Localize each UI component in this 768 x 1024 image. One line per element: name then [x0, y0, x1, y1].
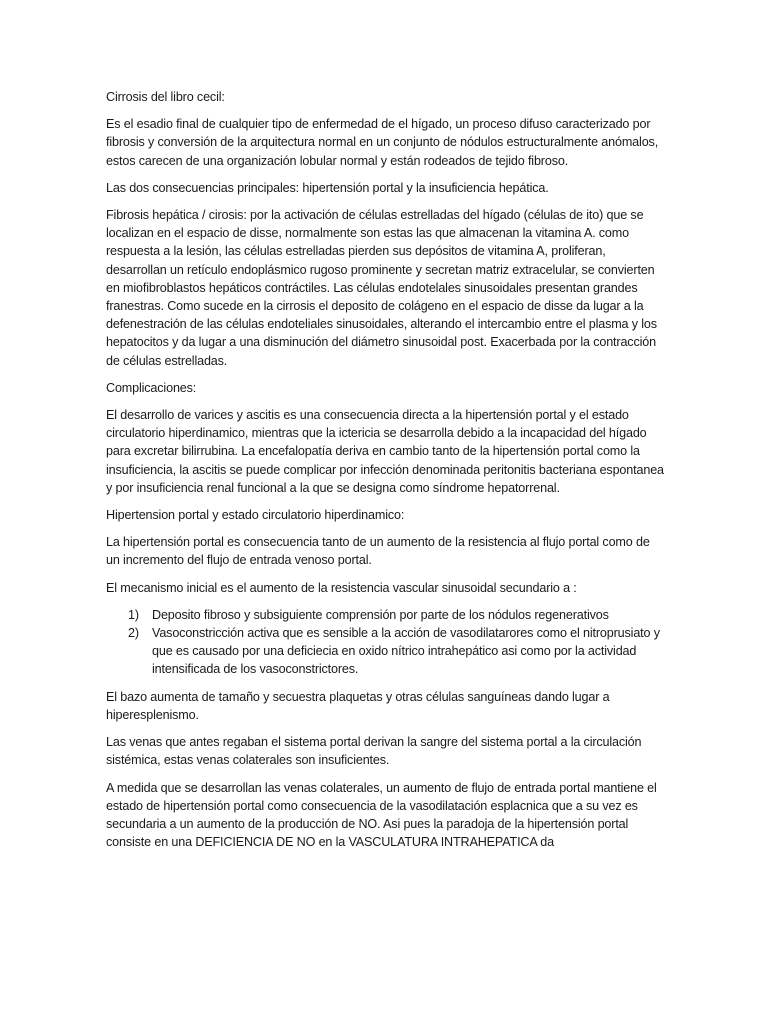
paragraph-spleen: El bazo aumenta de tamaño y secuestra plaquetas y otras células sanguíneas dando lugar a hiperesplenismo. — [106, 689, 610, 722]
list-item — [106, 624, 666, 679]
list-item-text: Vasoconstricción activa que es sensible a la acción de vasodilatarores como el nitroprusiato y que es causado por una deficiecia en oxido nítrico intrahepático asi como por la actividad intensificada de los vasoconstrictores. — [152, 626, 660, 677]
paragraph-collateral-veins: Las venas que antes regaban el sistema portal derivan la sangre del sistema portal a la circulación sistémica, estas venas colaterales son insuficientes. — [106, 735, 642, 768]
heading-portal-hypertension: Hipertension portal y estado circulatorio hiperdinamico: — [106, 508, 405, 523]
document-title: Cirrosis del libro cecil: — [106, 90, 225, 104]
list-item — [106, 606, 666, 624]
paragraph-definition: Es el esadio final de cualquier tipo de enfermedad de el hígado, un proceso difuso caracterizado por fibrosis y conversión de la arquitectura normal en un conjunto de nódulos estructuralmente anómalos, estos carecen de una organización lobular normal y están rodeados de tejido fibroso. — [106, 117, 659, 168]
paragraph-portal-hypertension: La hipertensión portal es consecuencia tanto de un aumento de la resistencia al flujo portal como de un incremento del flujo de entrada venoso portal. — [106, 535, 650, 568]
mechanism-list — [106, 606, 666, 679]
paragraph-fibrosis: Fibrosis hepática / cirosis: por la activación de células estrelladas del hígado (células de ito) que se localizan en el espacio de disse, normalmente son estas las que almacenan la vitamina A. como respuesta a la lesión, las células estrelladas pierden sus depósitos de vitamina A, proliferan, desarrollan un retículo endoplásmico rugoso prominente y secretan matriz extracelular, se convierten en miofibroblastos hepáticos contráctiles. Las células endotelales sinusoidales presentan grandes franestras. Como sucede en la cirrosis el deposito de colágeno en el espacio de disse da lugar a la defenestración de las células endoteliales sinusoidales, alterando el intercambio entre el plasma y los hepatocitos y da lugar a una disminución del diámetro sinusoidal post. Exacerbada por la contracción de células estrelladas. — [106, 208, 657, 368]
paragraph-mechanism: El mecanismo inicial es el aumento de la resistencia vascular sinusoidal secundario a : — [106, 580, 577, 595]
paragraph-complications: El desarrollo de varices y ascitis es una consecuencia directa a la hipertensión portal y el estado circulatorio hiperdinamico, mientras que la ictericia se desarrolla debido a la incapacidad del hígado para excretar bilirrubina. La encefalopatía deriva en cambio tanto de la hipertensión portal como la insuficiencia, la ascitis se puede complicar por infección denominada peritonitis bacteriana espontanea y por insuficiencia renal funcional a la que se designa como síndrome hepatorrenal. — [106, 408, 664, 495]
document-page — [106, 88, 666, 860]
list-item-number: 2) — [128, 626, 139, 641]
paragraph-paradox: A medida que se desarrollan las venas colaterales, un aumento de flujo de entrada portal mantiene el estado de hipertensión portal como consecuencia de la vasodilatación esplacnica que a su vez es secundaria a un aumento de la producción de NO. Asi pues la paradoja de la hipertensión portal consiste en una DEFICIENCIA DE NO en la VASCULATURA INTRAHEPATICA da — [106, 780, 657, 850]
paragraph-consequences: Las dos consecuencias principales: hipertensión portal y la insuficiencia hepática. — [106, 180, 549, 195]
list-item-text: Deposito fibroso y subsiguiente comprensión por parte de los nódulos regenerativos — [152, 607, 609, 622]
list-item-number: 1) — [128, 607, 139, 622]
heading-complications: Complicaciones: — [106, 380, 197, 395]
